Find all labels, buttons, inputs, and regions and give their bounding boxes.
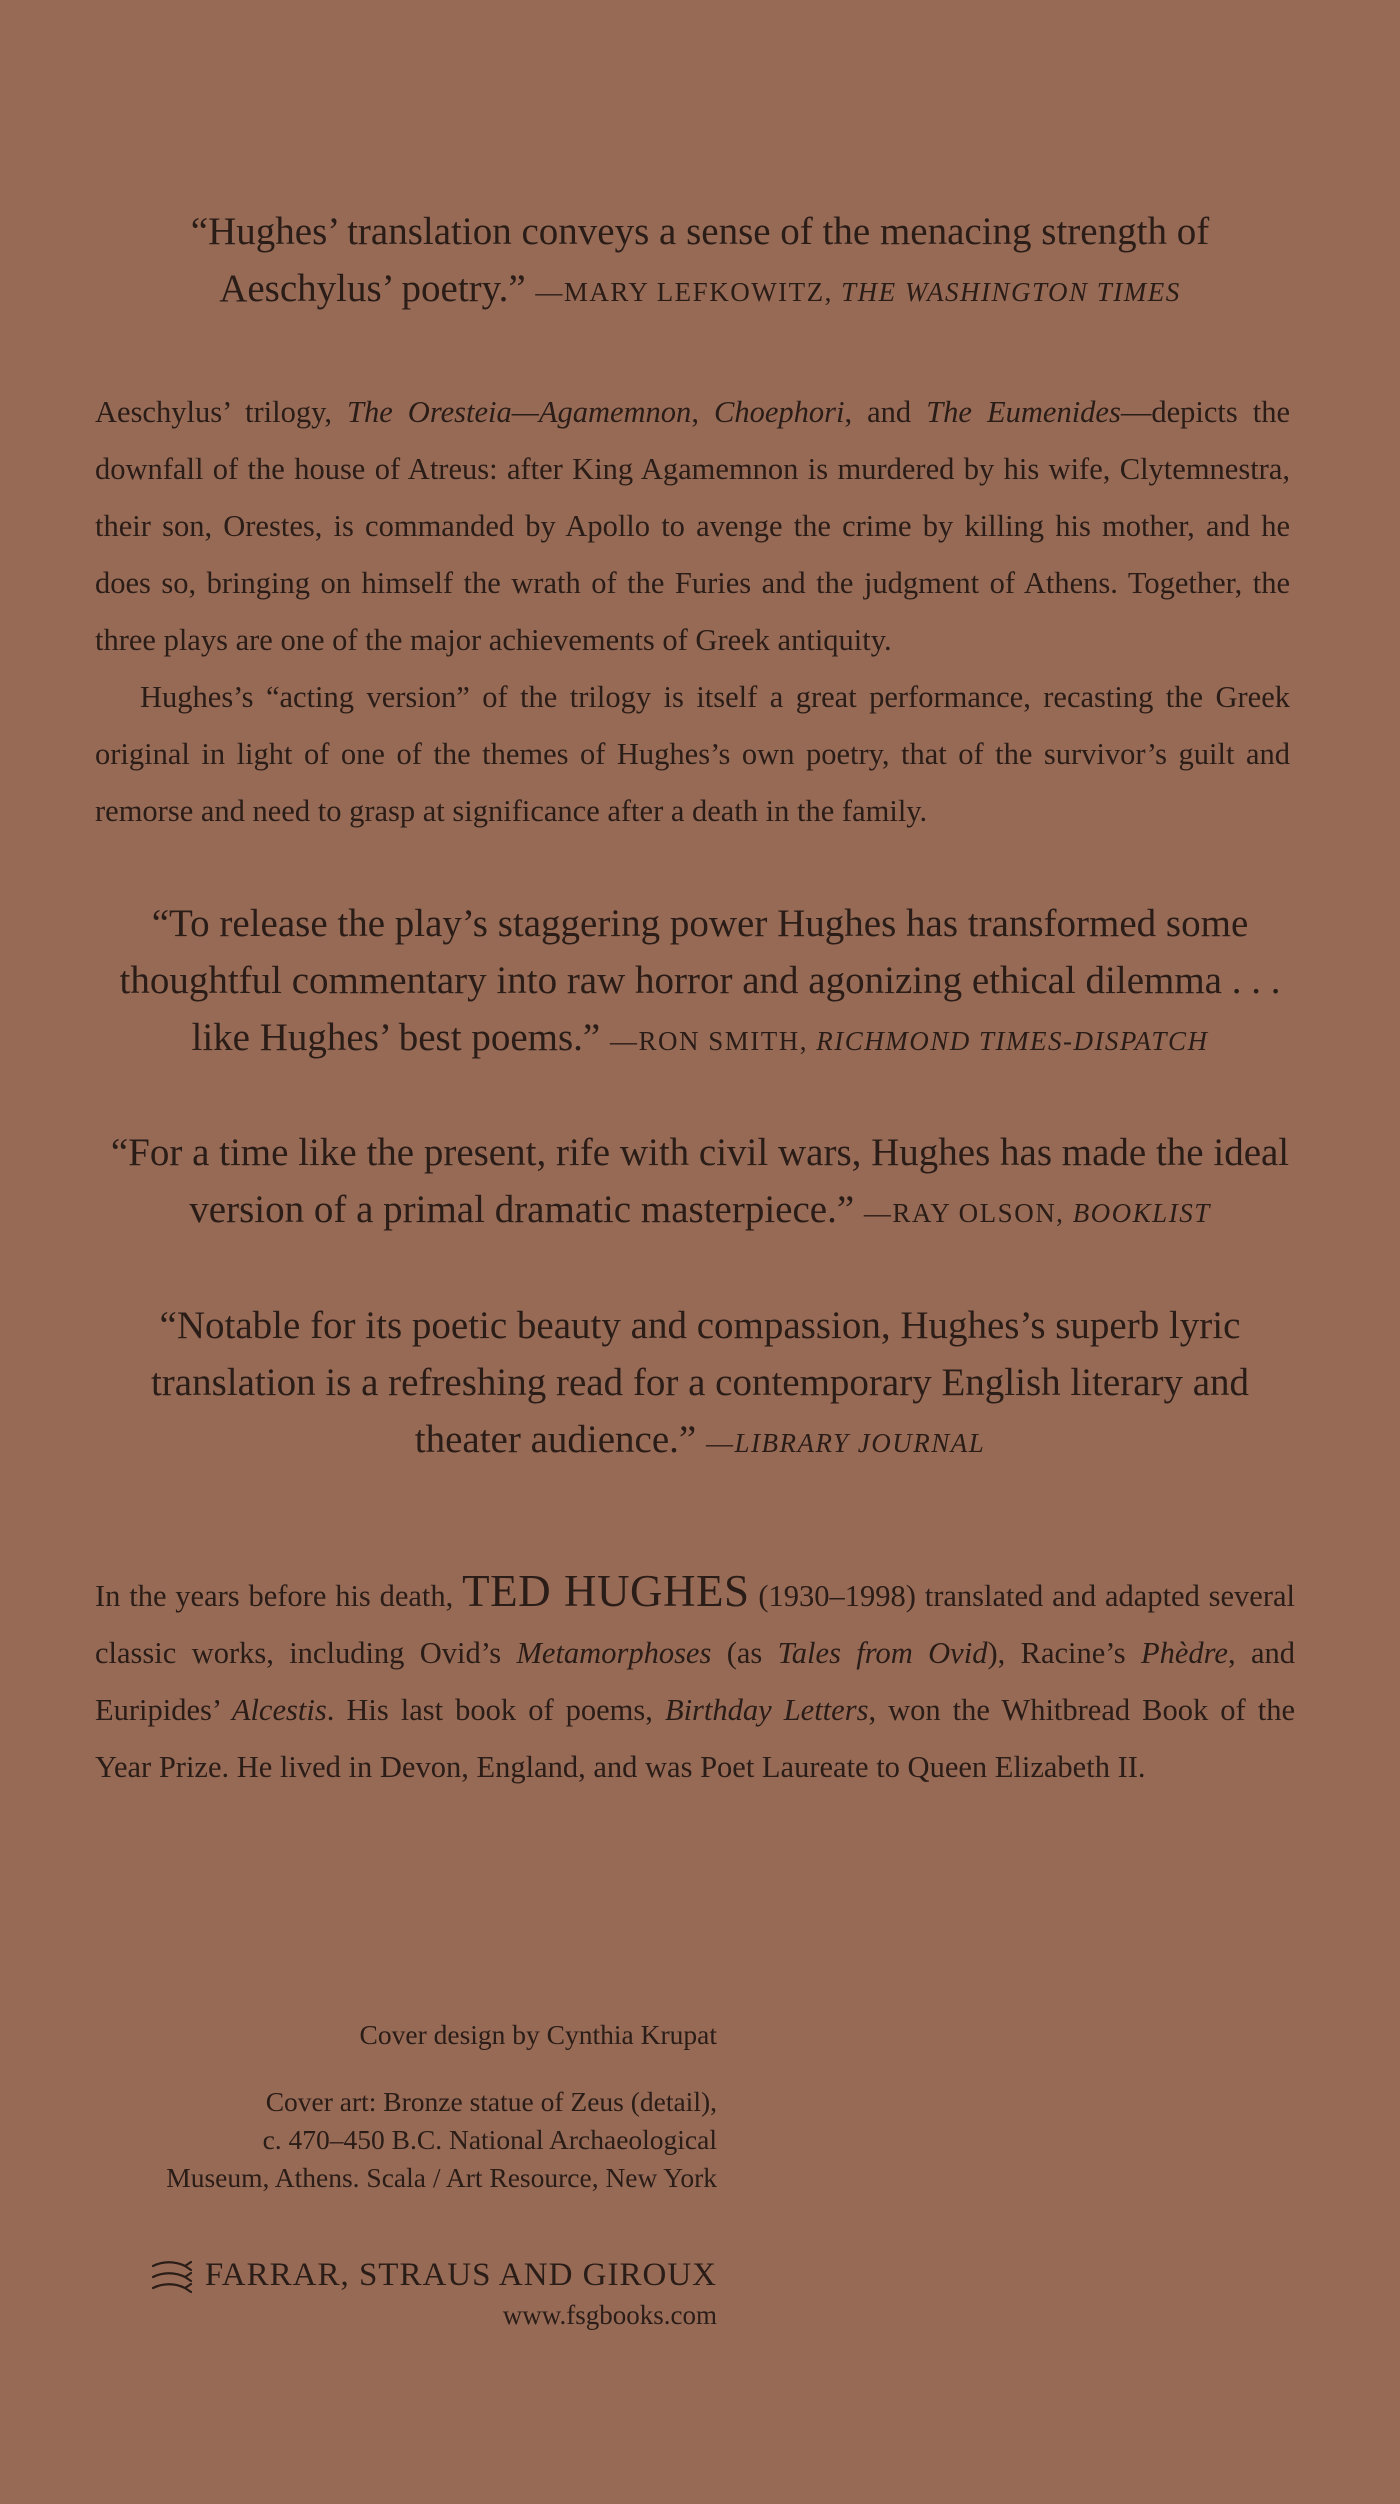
publisher-name: FARRAR, STRAUS AND GIROUX [204,2257,717,2293]
quote-author: MARY LEFKOWITZ, [563,277,833,307]
quote-smith [100,895,1300,1070]
quote-lefkowitz [150,203,1250,321]
quote-attribution: —RON SMITH, RICHMOND TIMES-DISPATCH [609,1026,1209,1056]
quote-attribution: —RAY OLSON, BOOKLIST [863,1198,1211,1228]
publisher-line [149,2253,717,2297]
quote-text: “For a time like the present, rife with civil wars, Hughes has made the ideal version of a primal dramatic masterpiece.” [110,1131,1290,1231]
publisher-url[interactable]: www.fsgbooks.com [502,2300,717,2330]
quote-source: BOOKLIST [1072,1198,1211,1228]
quote-attribution: —MARY LEFKOWITZ, THE WASHINGTON TIMES [535,277,1181,307]
quote-library-journal [100,1297,1300,1472]
quote-author: RAY OLSON, [892,1198,1065,1228]
cover-design-credit: Cover design by Cynthia Krupat [359,2019,717,2050]
quote-source: RICHMOND TIMES-DISPATCH [816,1026,1209,1056]
quote-text: “Notable for its poetic beauty and compassion, Hughes’s superb lyric translation is a refreshing read for a contemporary English literary and theater audience.” [150,1304,1250,1461]
quote-attribution: —LIBRARY JOURNAL [705,1428,986,1458]
quote-source: LIBRARY JOURNAL [734,1428,986,1458]
quote-olson [100,1124,1300,1242]
quote-text: “Hughes’ translation conveys a sense of the menacing strength of Aeschylus’ poetry.” [190,210,1210,310]
fsg-fish-logo-icon [149,2259,195,2295]
author-name: TED HUGHES [462,1566,750,1616]
quote-source: THE WASHINGTON TIMES [841,277,1181,307]
cover-art-credit: Cover art: Bronze statue of Zeus (detail), c. 470–450 B.C. National Archaeological Museum, Athens. Scala / Art Resource, New York [166,2086,717,2193]
description-paragraph-1: Aeschylus’ trilogy, The Oresteia—Agamemnon, Choephori, and The Eumenides—depicts the downfall of the house of Atreus: after King Agamemnon is murdered by his wife, Clytemnestra, their son, Orestes, is commanded by Apollo to avenge the crime by killing his mother, and he does so, bringing on himself the wrath of the Furies and the judgment of Athens. Together, the three plays are one of the major achievements of Greek antiquity. [95,395,1291,657]
book-description [95,384,1290,840]
quote-text: “To release the play’s staggering power Hughes has transformed some thoughtful commentary into raw horror and agonizing ethical dilemma . . . like Hughes’ best poems.” [119,902,1281,1059]
author-bio: In the years before his death, TED HUGHES (1930–1998) translated and adapted several classic works, including Ovid’s Metamorphoses (as Tales from Ovid), Racine’s Phèdre, and Euripides’ Alcestis. His last book of poems, Birthday Letters, won the Whitbread Book of the Year Prize. He lived in Devon, England, and was Poet Laureate to Queen Elizabeth II. [95,1566,1296,1784]
quote-author: RON SMITH, [638,1026,808,1056]
description-paragraph-2: Hughes’s “acting version” of the trilogy is itself a great performance, recasting the Greek original in light of one of the themes of Hughes’s own poetry, that of the survivor’s guilt and remorse and need to grasp at significance after a death in the family. [95,680,1290,828]
